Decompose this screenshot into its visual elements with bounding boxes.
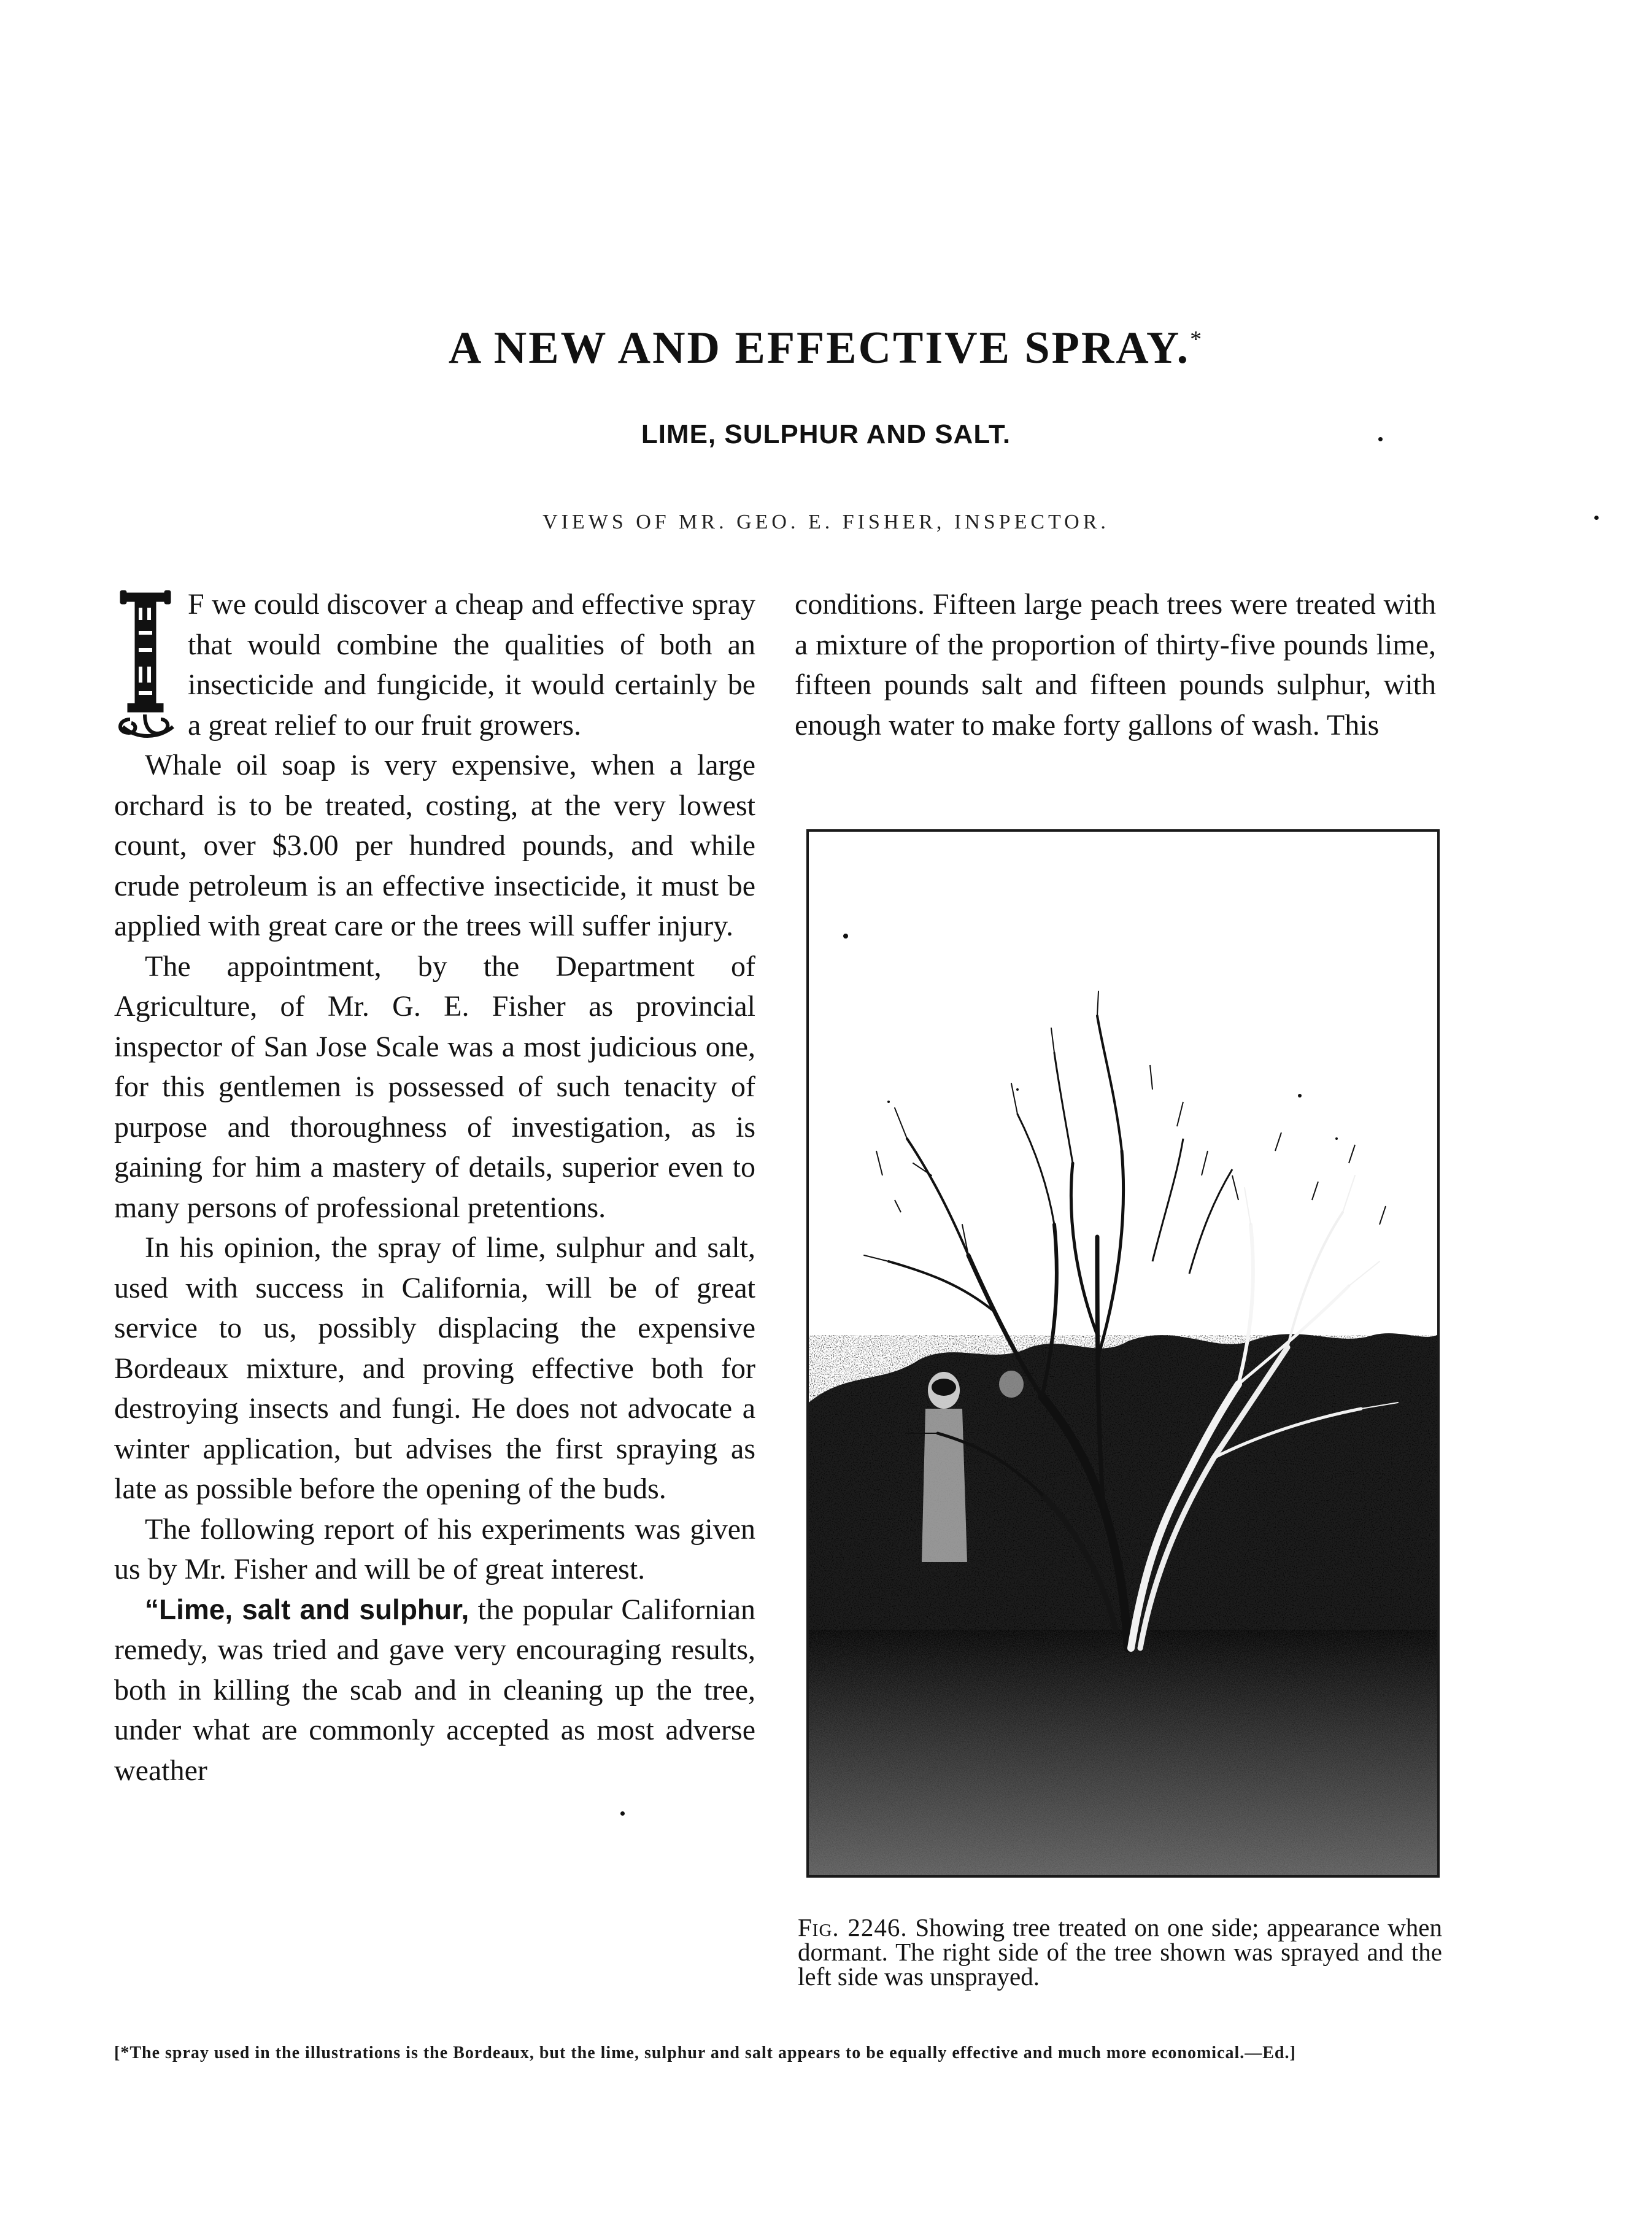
drop-cap-i-icon xyxy=(112,588,179,740)
print-speck xyxy=(1378,437,1383,441)
paragraph-1-text: F we could discover a cheap and effective spray that would combine the qualities of both an insecticide and fungicide, it would certainly be a great relief to our fruit growers. xyxy=(188,588,755,741)
title-footnote-mark: * xyxy=(1190,327,1204,352)
figure-caption xyxy=(798,1915,1442,1989)
article-subtitle: LIME, SULPHUR AND SALT. xyxy=(641,419,1011,449)
right-column xyxy=(795,584,1436,745)
editor-footnote: [*The spray used in the illustrations is the Bordeaux, but the lime, sulphur and salt appears to be equally effective and much more economical.—Ed.] xyxy=(114,2043,1296,2062)
figure-caption-text: Showing tree treated on one side; appearance when dormant. The right side of the tree shown was sprayed and the left side was unsprayed. xyxy=(798,1913,1443,1991)
right-column-paragraph: conditions. Fifteen large peach trees were treated with a mixture of the proportion of thirty-five pounds lime, fifteen pounds salt and fifteen pounds sulphur, with enough water to make forty gallons of wash. This xyxy=(795,588,1436,741)
paragraph-1 xyxy=(114,584,755,745)
paragraph-3: The appointment, by the Department of Agriculture, of Mr. G. E. Fisher as provincial inspector of San Jose Scale was a most judicious one, for this gentlemen is possessed of such tenacity of purpose and thoroughness of investigation, as is gaining for him a mastery of details, superior even to many persons of professional pretentions. xyxy=(114,950,755,1224)
left-column xyxy=(114,584,755,1790)
article-title xyxy=(0,322,1652,374)
ornamental-drop-cap xyxy=(112,588,179,740)
paragraph-6-lead: “Lime, salt and sulphur, xyxy=(145,1593,469,1625)
figure-photograph xyxy=(806,829,1440,1878)
print-speck xyxy=(620,1811,625,1816)
paragraph-6 xyxy=(114,1590,755,1791)
paragraph-6-text: the popular Californian remedy, was tried and gave very encouraging results, both in killing the scab and in cleaning up the tree, under what are commonly accepted as most adverse weather xyxy=(114,1593,755,1787)
figure-number: Fig. 2246. xyxy=(798,1913,908,1941)
paragraph-4: In his opinion, the spray of lime, sulphur and salt, used with success in California, will be of great service to us, possibly displacing the expensive Bordeaux mixture, and proving effective both for destroying insects and fungi. He does not advocate a winter application, but advises the first spraying as late as possible before the opening of the buds. xyxy=(114,1231,755,1505)
sprayed-peach-tree-image xyxy=(809,832,1437,1875)
paragraph-2: Whale oil soap is very expensive, when a large orchard is to be treated, costing, at the very lowest count, over $3.00 per hundred pounds, and while crude petroleum is an effective insecticide, it must be applied with great care or the trees will suffer injury. xyxy=(114,749,755,942)
print-speck xyxy=(1594,516,1599,520)
article-byline: VIEWS OF MR. GEO. E. FISHER, INSPECTOR. xyxy=(542,511,1110,533)
article-title-text: A NEW AND EFFECTIVE SPRAY. xyxy=(448,323,1191,373)
paragraph-5: The following report of his experiments was given us by Mr. Fisher and will be of great interest. xyxy=(114,1512,755,1585)
